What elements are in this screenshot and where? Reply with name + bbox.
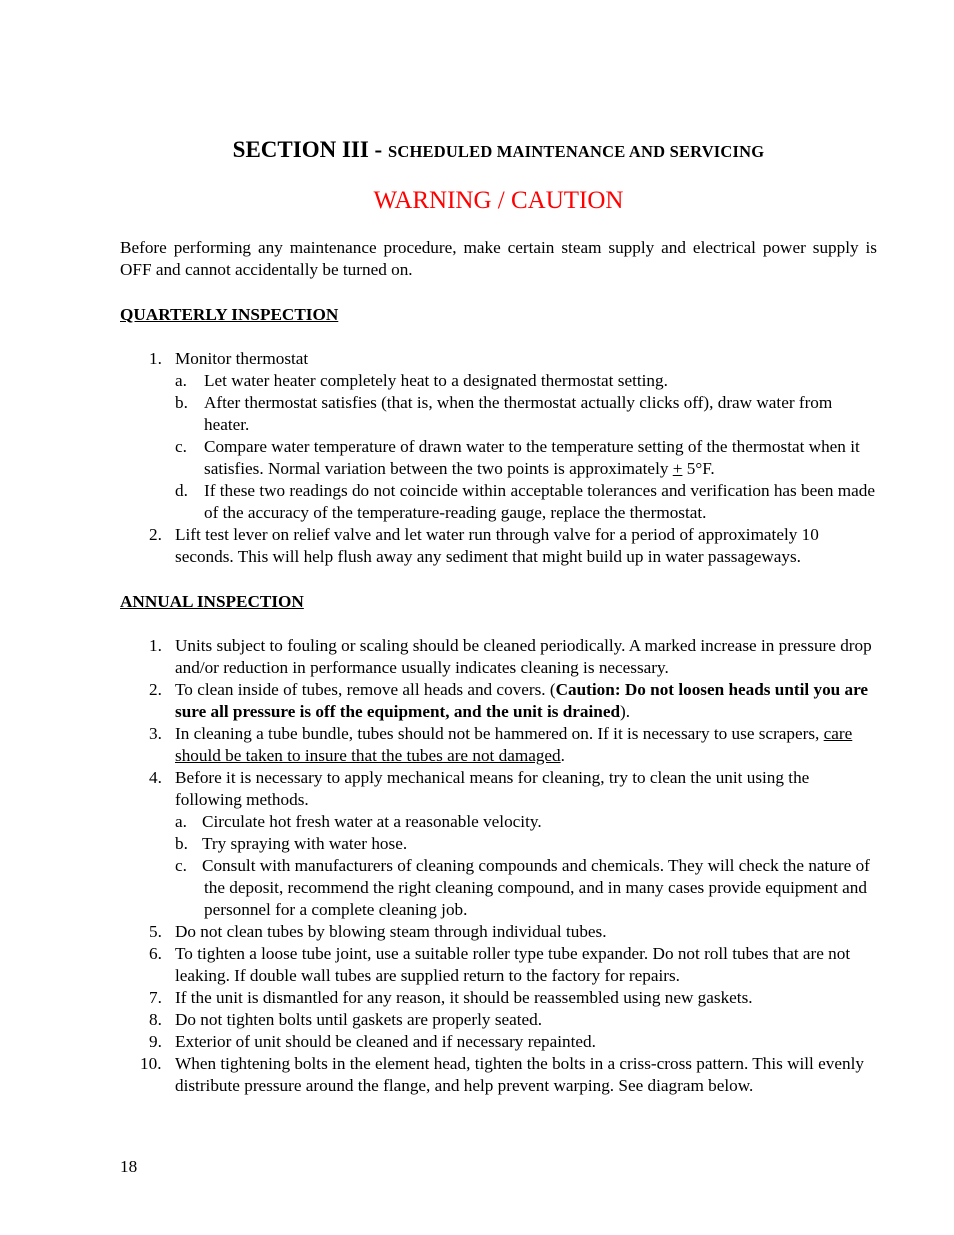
item-text: To clean inside of tubes, remove all heads and covers. (: [175, 680, 556, 699]
sub-text: If these two readings do not coincide within acceptable tolerances and verification has been made of the accuracy of the temperature-reading gauge, replace the thermostat.: [204, 481, 876, 522]
annual-list: [120, 635, 877, 1097]
item-number: 2.: [149, 525, 162, 544]
section-title: [120, 135, 877, 167]
item-number: 7.: [149, 988, 162, 1007]
item-number: 6.: [149, 944, 162, 963]
sub-text: Let water heater completely heat to a designated thermostat setting.: [204, 371, 668, 390]
sub-text: Compare water temperature of drawn water to the temperature setting of the thermostat when it satisfies. Normal variation between the two points is approximately: [204, 437, 860, 478]
item-number: 1.: [149, 636, 162, 655]
sub-letter: b.: [175, 393, 188, 412]
sub-item: [120, 811, 877, 833]
list-item: [120, 524, 877, 568]
annual-heading: ANNUAL INSPECTION: [120, 592, 304, 611]
quarterly-list: [120, 348, 877, 568]
warning-title: WARNING / CAUTION: [373, 187, 624, 214]
item-number: 10.: [140, 1054, 162, 1073]
section-title-sub: SCHEDULED MAINTENANCE AND SERVICING: [387, 142, 765, 161]
list-item: [120, 348, 877, 370]
item-text: To tighten a loose tube joint, use a suitable roller type tube expander. Do not roll tubes that are not leaking. If double wall tubes are supplied return to the factory for repairs.: [175, 944, 851, 985]
item-text: Monitor thermostat: [175, 349, 309, 368]
list-item: [120, 921, 877, 943]
item-number: 3.: [149, 724, 162, 743]
list-item: [120, 987, 877, 1009]
item-number: 1.: [149, 349, 162, 368]
section-title-main: SECTION III -: [232, 137, 388, 162]
sub-letter: b.: [175, 834, 188, 853]
sub-item: [120, 855, 877, 921]
list-item: [120, 1009, 877, 1031]
sub-text: Try spraying with water hose.: [202, 834, 408, 853]
item-text: In cleaning a tube bundle, tubes should not be hammered on. If it is necessary to use scrapers,: [175, 724, 824, 743]
item-number: 8.: [149, 1010, 162, 1029]
item-text: Lift test lever on relief valve and let water run through valve for a period of approximately 10 seconds. This will help flush away any sediment that might build up in water passageways.: [175, 525, 819, 566]
sub-letter: d.: [175, 481, 188, 500]
item-text: Do not tighten bolts until gaskets are properly seated.: [175, 1010, 543, 1029]
item-text: Units subject to fouling or scaling should be cleaned periodically. A marked increase in pressure drop and/or reduction in performance usually indicates cleaning is necessary.: [175, 636, 872, 677]
list-item: [120, 679, 877, 723]
caution-text: Caution: Do not loosen heads until you are sure all pressure is off the equipment, and the unit is drained: [175, 680, 869, 721]
list-item: [120, 943, 877, 987]
item-number: 4.: [149, 768, 162, 787]
sub-item: [120, 436, 877, 480]
sub-item: [120, 392, 877, 436]
sub-letter: c.: [175, 856, 187, 875]
warning-text: Before performing any maintenance procedure, make certain steam supply and electrical power supply is OFF and cannot accidentally be turned on.: [120, 238, 877, 279]
item-text: If the unit is dismantled for any reason, it should be reassembled using new gaskets.: [175, 988, 753, 1007]
underlined-text: care should be taken to insure that the tubes are not damaged: [175, 724, 853, 765]
list-item: [120, 1053, 877, 1097]
sub-text: Circulate hot fresh water at a reasonable velocity.: [202, 812, 542, 831]
item-text: When tightening bolts in the element head, tighten the bolts in a criss-cross pattern. This will evenly distribute pressure around the flange, and help prevent warping. See diagram below.: [175, 1054, 864, 1095]
page-number: 18: [120, 1157, 138, 1176]
item-text: Do not clean tubes by blowing steam through individual tubes.: [175, 922, 607, 941]
sub-item: [120, 370, 877, 392]
item-text: Before it is necessary to apply mechanical means for cleaning, try to clean the unit using the following methods.: [175, 768, 810, 809]
sub-letter: a.: [175, 812, 187, 831]
list-item: [120, 1031, 877, 1053]
sub-text-end: 5°F.: [682, 459, 715, 478]
item-number: 2.: [149, 680, 162, 699]
sub-text: After thermostat satisfies (that is, when the thermostat actually clicks off), draw water from heater.: [204, 393, 833, 434]
sub-letter: a.: [175, 371, 187, 390]
sub-letter: c.: [175, 437, 187, 456]
sub-item: [120, 833, 877, 855]
list-item: [120, 723, 877, 767]
plus-minus-sign: +: [672, 459, 683, 478]
item-number: 5.: [149, 922, 162, 941]
quarterly-heading: QUARTERLY INSPECTION: [120, 305, 339, 324]
item-number: 9.: [149, 1032, 162, 1051]
list-item: [120, 635, 877, 679]
item-text-end: .: [560, 746, 565, 765]
sub-text: Consult with manufacturers of cleaning compounds and chemicals. They will check the nature of the deposit, recommend the right cleaning compound, and in many cases provide equipment and personnel for a complete cleaning job.: [202, 856, 870, 919]
list-item: [120, 767, 877, 811]
item-text-end: ).: [620, 702, 631, 721]
item-text: Exterior of unit should be cleaned and if necessary repainted.: [175, 1032, 596, 1051]
sub-item: [120, 480, 877, 524]
